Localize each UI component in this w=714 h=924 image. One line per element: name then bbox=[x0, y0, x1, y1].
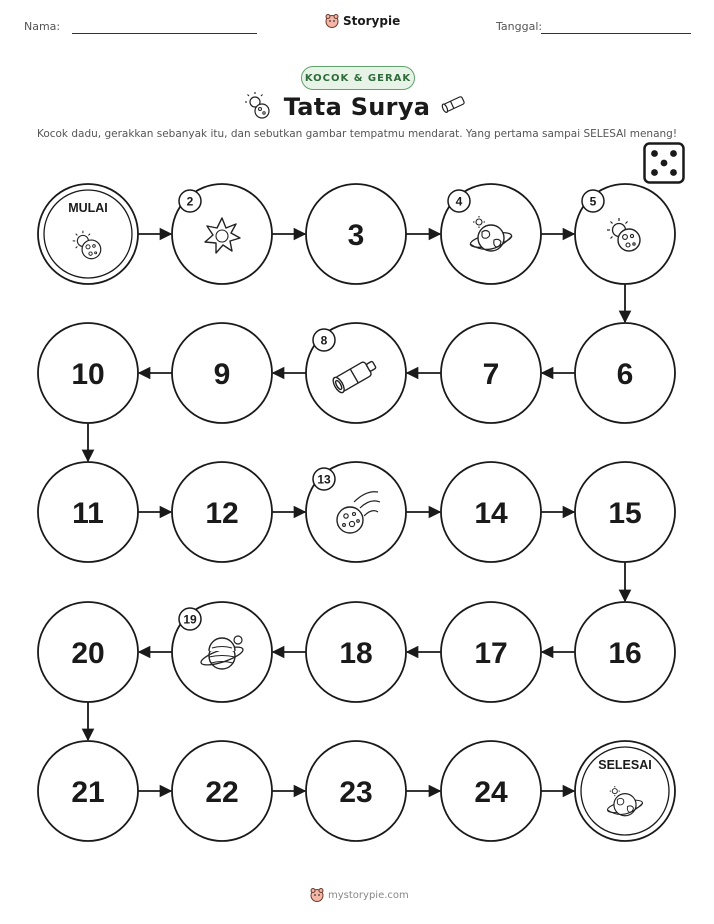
board-space-20[interactable] bbox=[38, 602, 138, 702]
board-space-10[interactable] bbox=[38, 323, 138, 423]
board-space-13[interactable] bbox=[306, 462, 406, 562]
footer bbox=[310, 888, 409, 902]
space-number: 23 bbox=[339, 776, 373, 809]
space-number: 21 bbox=[71, 776, 105, 809]
board-space-6[interactable] bbox=[575, 323, 675, 423]
start-space[interactable] bbox=[38, 184, 138, 284]
board-space-24[interactable] bbox=[441, 741, 541, 841]
space-number: 19 bbox=[183, 612, 197, 627]
footer-site[interactable]: mystorypie.com bbox=[328, 889, 409, 901]
space-number: 17 bbox=[474, 637, 508, 670]
space-number: 8 bbox=[320, 333, 328, 348]
space-number: 4 bbox=[455, 194, 463, 209]
space-number: 6 bbox=[616, 358, 634, 391]
board-space-18[interactable] bbox=[306, 602, 406, 702]
finish-label: SELESAI bbox=[598, 758, 652, 772]
brand-name: Storypie bbox=[343, 14, 401, 28]
activity-badge: KOCOK & GERAK bbox=[301, 66, 415, 90]
storypie-mascot-icon bbox=[310, 888, 324, 902]
date-label: Tanggal: bbox=[496, 20, 543, 33]
board-space-19[interactable] bbox=[172, 602, 272, 702]
space-number: 20 bbox=[71, 637, 105, 670]
space-number: 10 bbox=[71, 358, 105, 391]
board-space-23[interactable] bbox=[306, 741, 406, 841]
start-label: MULAI bbox=[68, 201, 108, 215]
board-space-4[interactable] bbox=[441, 184, 541, 284]
page-title: Tata Surya bbox=[283, 93, 431, 121]
space-number: 9 bbox=[213, 358, 231, 391]
board-space-15[interactable] bbox=[575, 462, 675, 562]
instructions: Kocok dadu, gerakkan sebanyak itu, dan sebutkan gambar tempatmu mendarat. Yang pertama sampai SELESAI menang! bbox=[36, 128, 678, 140]
board-space-9[interactable] bbox=[172, 323, 272, 423]
space-number: 5 bbox=[589, 194, 597, 209]
space-number: 14 bbox=[474, 497, 508, 530]
board-space-21[interactable] bbox=[38, 741, 138, 841]
space-number: 24 bbox=[474, 776, 508, 809]
board-space-22[interactable] bbox=[172, 741, 272, 841]
space-number: 11 bbox=[72, 497, 104, 530]
finish-space[interactable] bbox=[575, 741, 675, 841]
board-space-3[interactable] bbox=[306, 184, 406, 284]
space-circle bbox=[575, 741, 675, 841]
board-space-11[interactable] bbox=[38, 462, 138, 562]
board-space-7[interactable] bbox=[441, 323, 541, 423]
name-label: Nama: bbox=[24, 20, 61, 33]
space-number: 13 bbox=[317, 472, 331, 487]
space-number: 2 bbox=[186, 194, 194, 209]
board-space-2[interactable] bbox=[172, 184, 272, 284]
board-space-16[interactable] bbox=[575, 602, 675, 702]
space-number: 16 bbox=[608, 637, 642, 670]
space-circle bbox=[38, 184, 138, 284]
board-space-8[interactable] bbox=[306, 323, 406, 423]
board-space-12[interactable] bbox=[172, 462, 272, 562]
space-number: 12 bbox=[205, 497, 239, 530]
space-number: 22 bbox=[205, 776, 239, 809]
board-space-5[interactable] bbox=[575, 184, 675, 284]
board-space-17[interactable] bbox=[441, 602, 541, 702]
board-space-14[interactable] bbox=[441, 462, 541, 562]
space-number: 15 bbox=[608, 497, 642, 530]
space-number: 7 bbox=[482, 358, 500, 391]
space-number: 3 bbox=[347, 219, 365, 252]
space-number: 18 bbox=[339, 637, 373, 670]
